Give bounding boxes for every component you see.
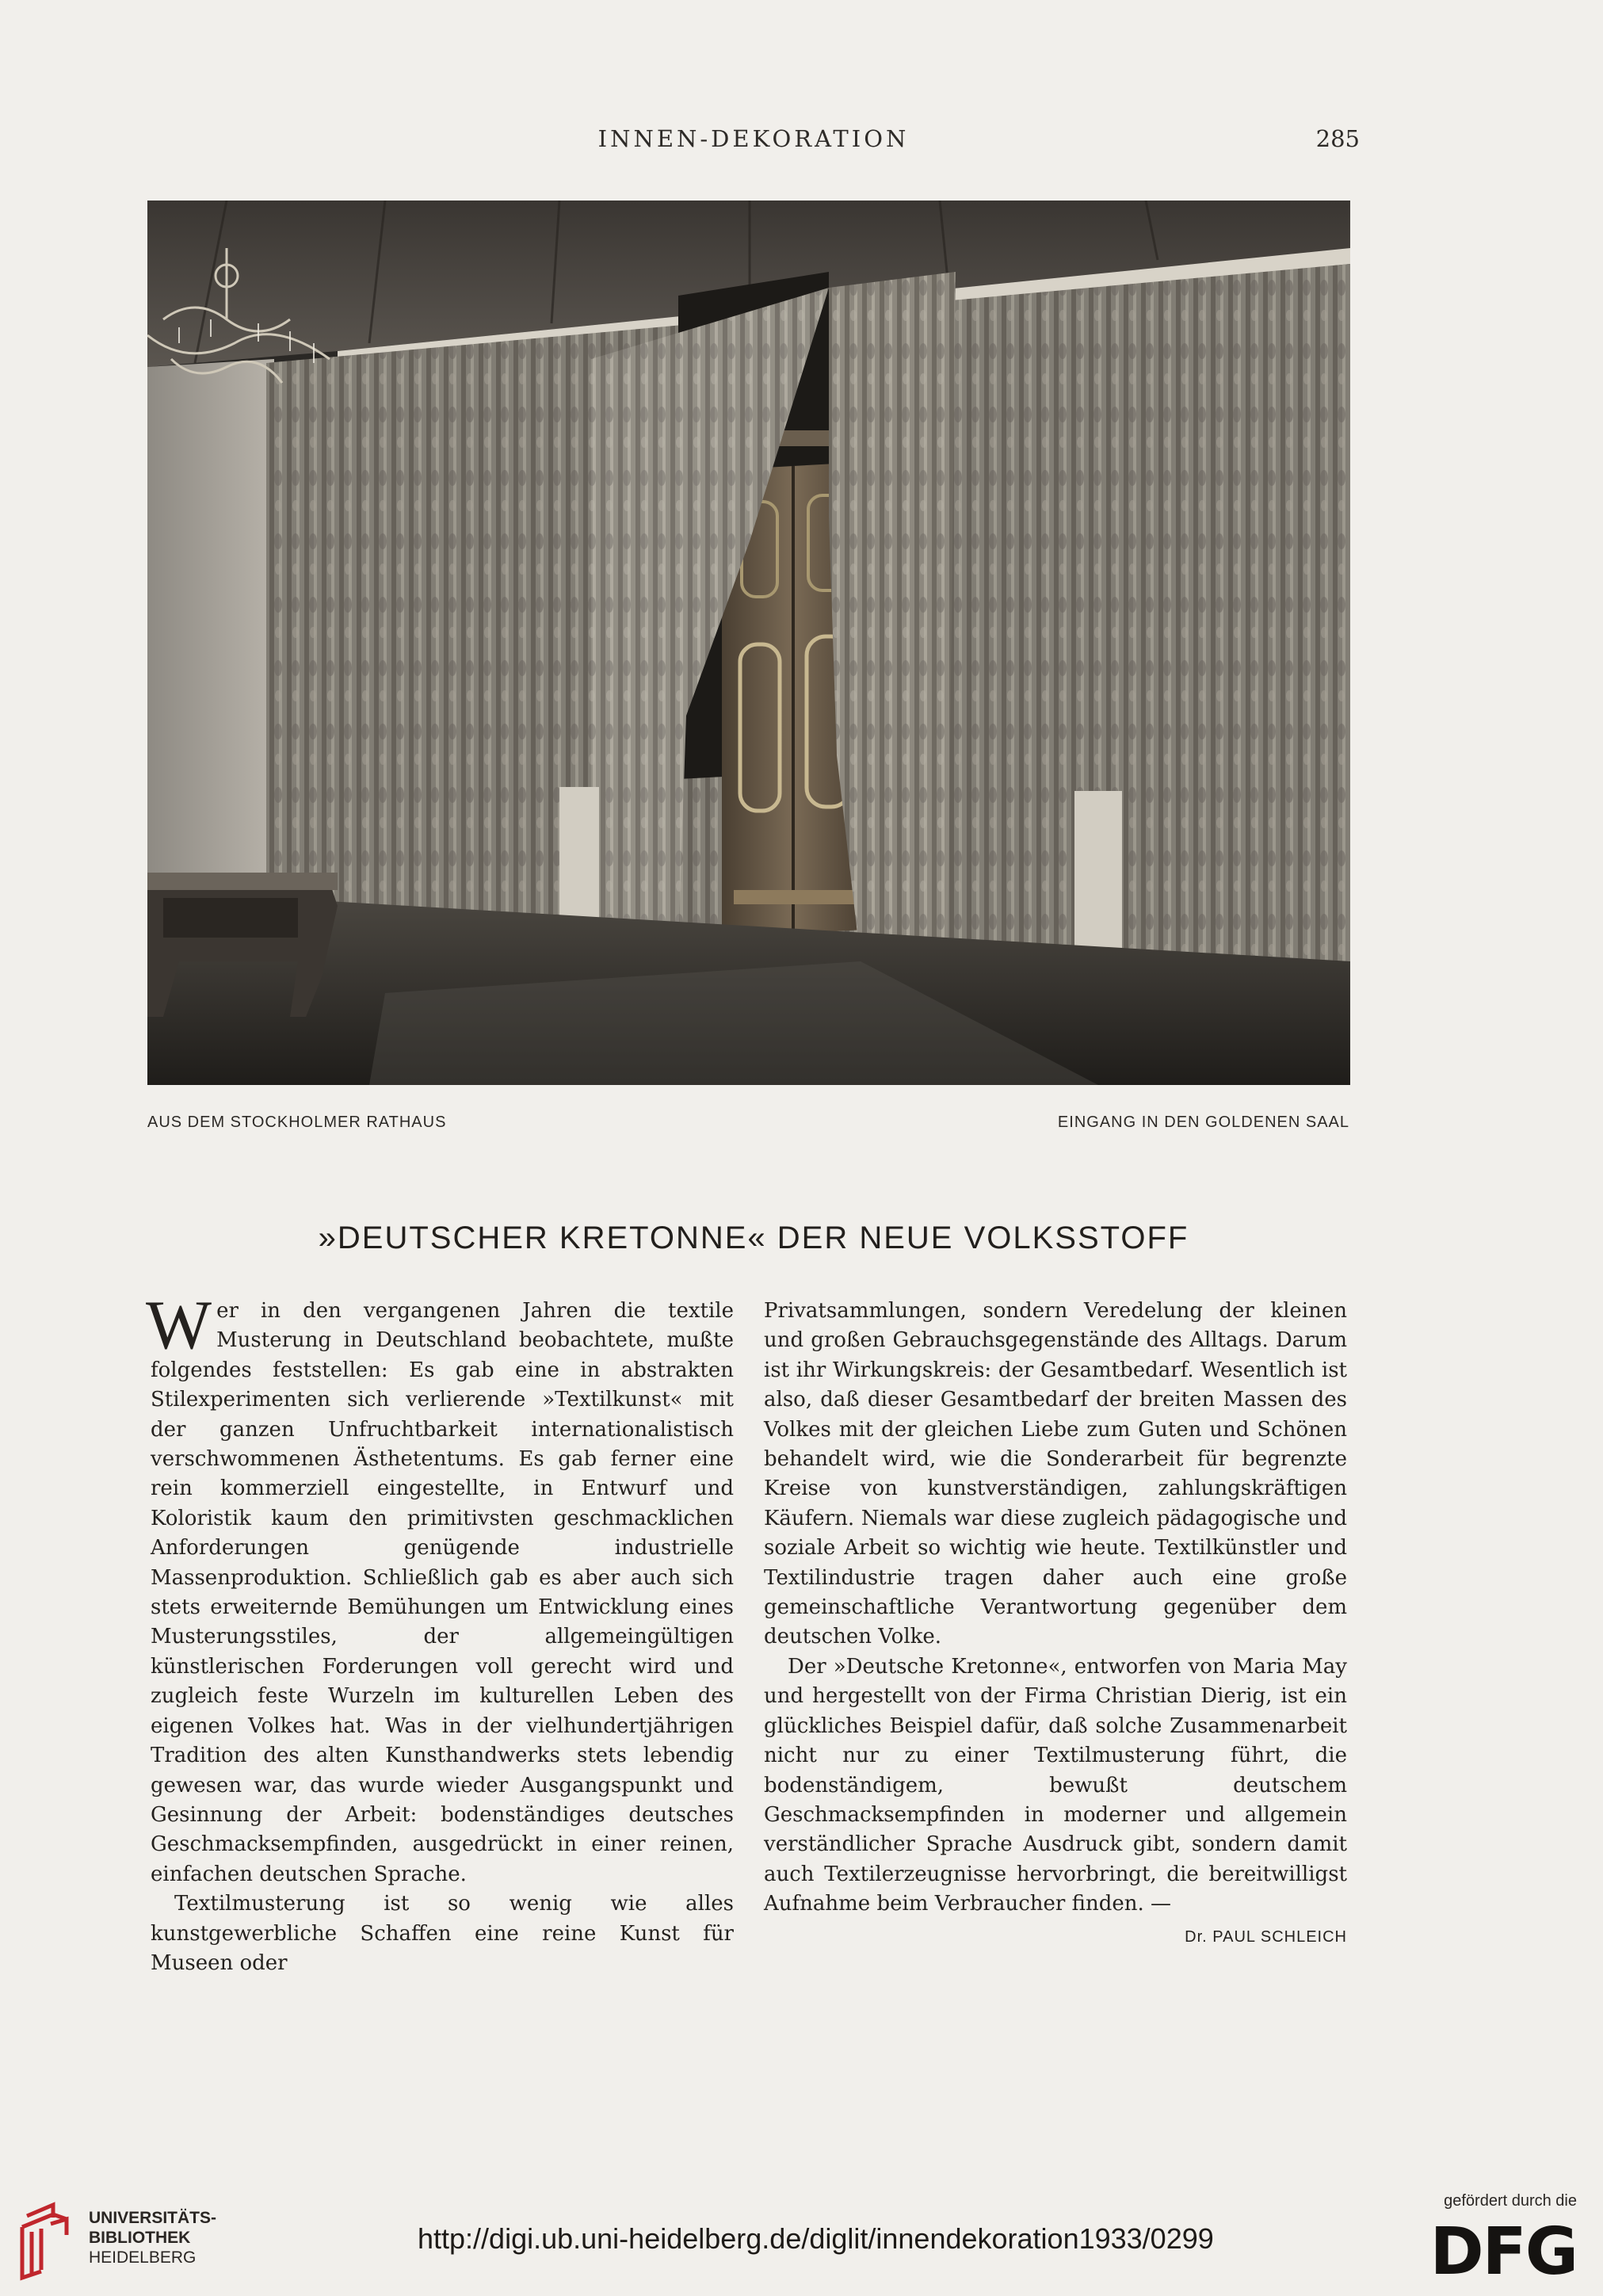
- paragraph: Privatsammlungen, sondern Veredelung der kleinen und großen Gebrauchsgegenstände des Alltags. Darum ist ihr Wirkungskreis: der Gesamtbedarf. Wesentlich ist also, daß dieser Gesamtbedarf der breiten Massen des Volkes mit der gleichen Liebe zum Guten und Schönen behandelt wird, wie die Sonderarbeit für begrenzte Kreise von kunstverständigen, zahlungskräftigen Käufern. Niemals war diese zugleich pädagogische und soziale Arbeit so wichtig wie heute. Textilkünstler und Textilindustrie tragen daher auch eine große gemeinschaftliche Verantwortung gegenüber dem deutschen Volke.: [764, 1299, 1347, 1649]
- paragraph-text: Der »Deutsche Kretonne«, entworfen von Maria May und hergestellt von der Firma Christian Dierig, ist ein glückliches Beispiel dafür, daß solche Zusammenarbeit nicht nur zu einer Textilmusterung führt, die bodenständigem, bewußt deutschem Geschmacksempfinden in moderner und allgemein verständlicher Sprache Ausdruck gibt, sondern damit auch Textilerzeugnisse hervorbringt, die bereitwilligst Aufnahme beim Verbraucher finden. —: [764, 1654, 1347, 1916]
- paragraph: [146, 1287, 734, 1889]
- running-title: INNEN-DEKORATION: [597, 125, 910, 152]
- figure-caption-title: EINGANG IN DEN GOLDENEN SAAL: [1057, 1114, 1349, 1131]
- library-line: HEIDELBERG: [89, 2248, 197, 2267]
- photo-illustration: [147, 201, 1350, 1085]
- photo-entrance-golden-hall: [147, 201, 1350, 1085]
- ub-heidelberg-logo-icon: [17, 2200, 79, 2283]
- library-line: UNIVERSITÄTS-: [89, 2209, 217, 2227]
- article-title: »DEUTSCHER KRETONNE« DER NEUE VOLKSSTOFF: [318, 1221, 1189, 1255]
- dropcap: W: [146, 1287, 212, 1364]
- funded-by-label: gefördert durch die: [1444, 2192, 1577, 2210]
- dfg-logo: DFG: [1429, 2214, 1577, 2290]
- page-number: 285: [1315, 125, 1360, 152]
- paragraph: Textilmusterung ist so wenig wie alles kunstgewerbliche Schaffen eine reine Kunst für Museen oder: [151, 1892, 734, 1975]
- paragraph-text: er in den vergangenen Jahren die textile Musterung in Deutschland beobachtete, mußte folgendes feststellen: Es gab eine in abstrakten Stilexperimenten sich verlierende »Textilkunst« mit der ganzen Unfruchtbarkeit internationalistisch verschwommenen Ästhetentums. Es gab ferner eine rein kommerziell eingestellte, in Entwurf und Koloristik kaum den primitivsten geschmacklichen Anforderungen genügende industrielle Massenproduktion. Schließlich gab es aber auch sich stets erweiternde Bemühungen um Entwicklung eines Musterungsstiles, der allgemeingültigen künstlerischen Forderungen voll gerecht wird und zugleich feste Wurzeln im kulturellen Leben des eigenen Volkes hat. Was in der vielhundertjährigen Tradition des alten Kunsthandwerks stets lebendig gewesen war, das wurde wieder Ausgangspunkt und Gesinnung der Arbeit: bodenständiges deutsches Geschmacksempfinden, ausgedrückt in einer reinen, einfachen deutschen Sprache.: [151, 1299, 734, 1886]
- article-column-right: [764, 1297, 1347, 1952]
- funder-block: [1410, 2192, 1577, 2290]
- digitization-footer: [0, 2187, 1603, 2296]
- permalink-url[interactable]: http://digi.ub.uni-heidelberg.de/diglit/innendekoration1933/0299: [418, 2222, 1214, 2255]
- author-signature: Dr. PAUL SCHLEICH: [1185, 1927, 1347, 1946]
- paragraph: [764, 1652, 1347, 1946]
- page-header: [147, 125, 1360, 165]
- figure-caption-location: AUS DEM STOCKHOLMER RATHAUS: [147, 1114, 447, 1131]
- library-name: [89, 2208, 216, 2267]
- library-line: BIBLIOTHEK: [89, 2229, 191, 2247]
- article-column-left: [146, 1287, 734, 1978]
